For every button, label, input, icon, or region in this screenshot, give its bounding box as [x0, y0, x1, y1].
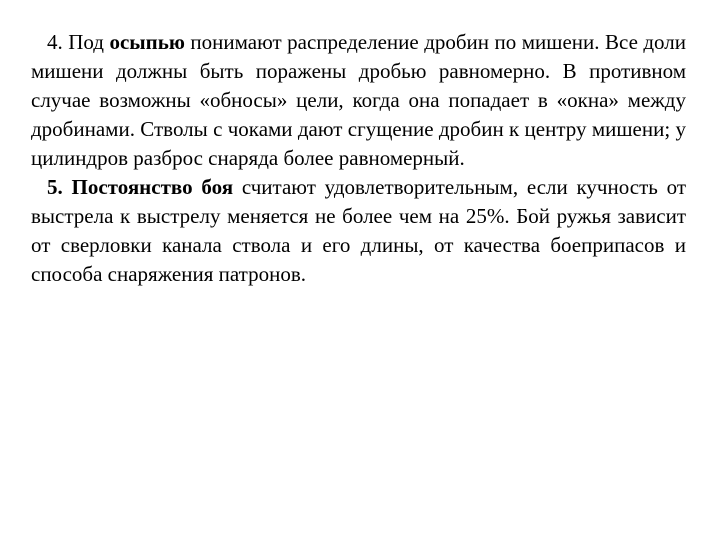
paragraph-body: понимают распределение дробин по мишени. Все доли мишени должны быть поражены дробью равномерно. В противном случае возможны «обносы» цели, когда она попадает в «окна» между дробинами. Стволы с чоками дают сгущение дробин к центру мишени; у цилиндров разброс снаряда более равномерный. — [31, 30, 686, 170]
term-consistency: 5. Постоянство боя — [47, 175, 234, 199]
paragraph-shot-pattern — [31, 28, 686, 173]
paragraph-lead: 4. Под — [47, 30, 110, 54]
paragraph-consistency — [31, 173, 686, 289]
term-shot-pattern: осыпью — [109, 30, 185, 54]
text-block — [31, 28, 686, 289]
paragraph-body: считают удовлетворительным, если кучность от выстрела к выстрелу меняется не более чем на 25%. Бой ружья зависит от сверловки канала ствола и его длины, от качества боеприпасов и способа снаряжения патронов. — [31, 175, 686, 286]
